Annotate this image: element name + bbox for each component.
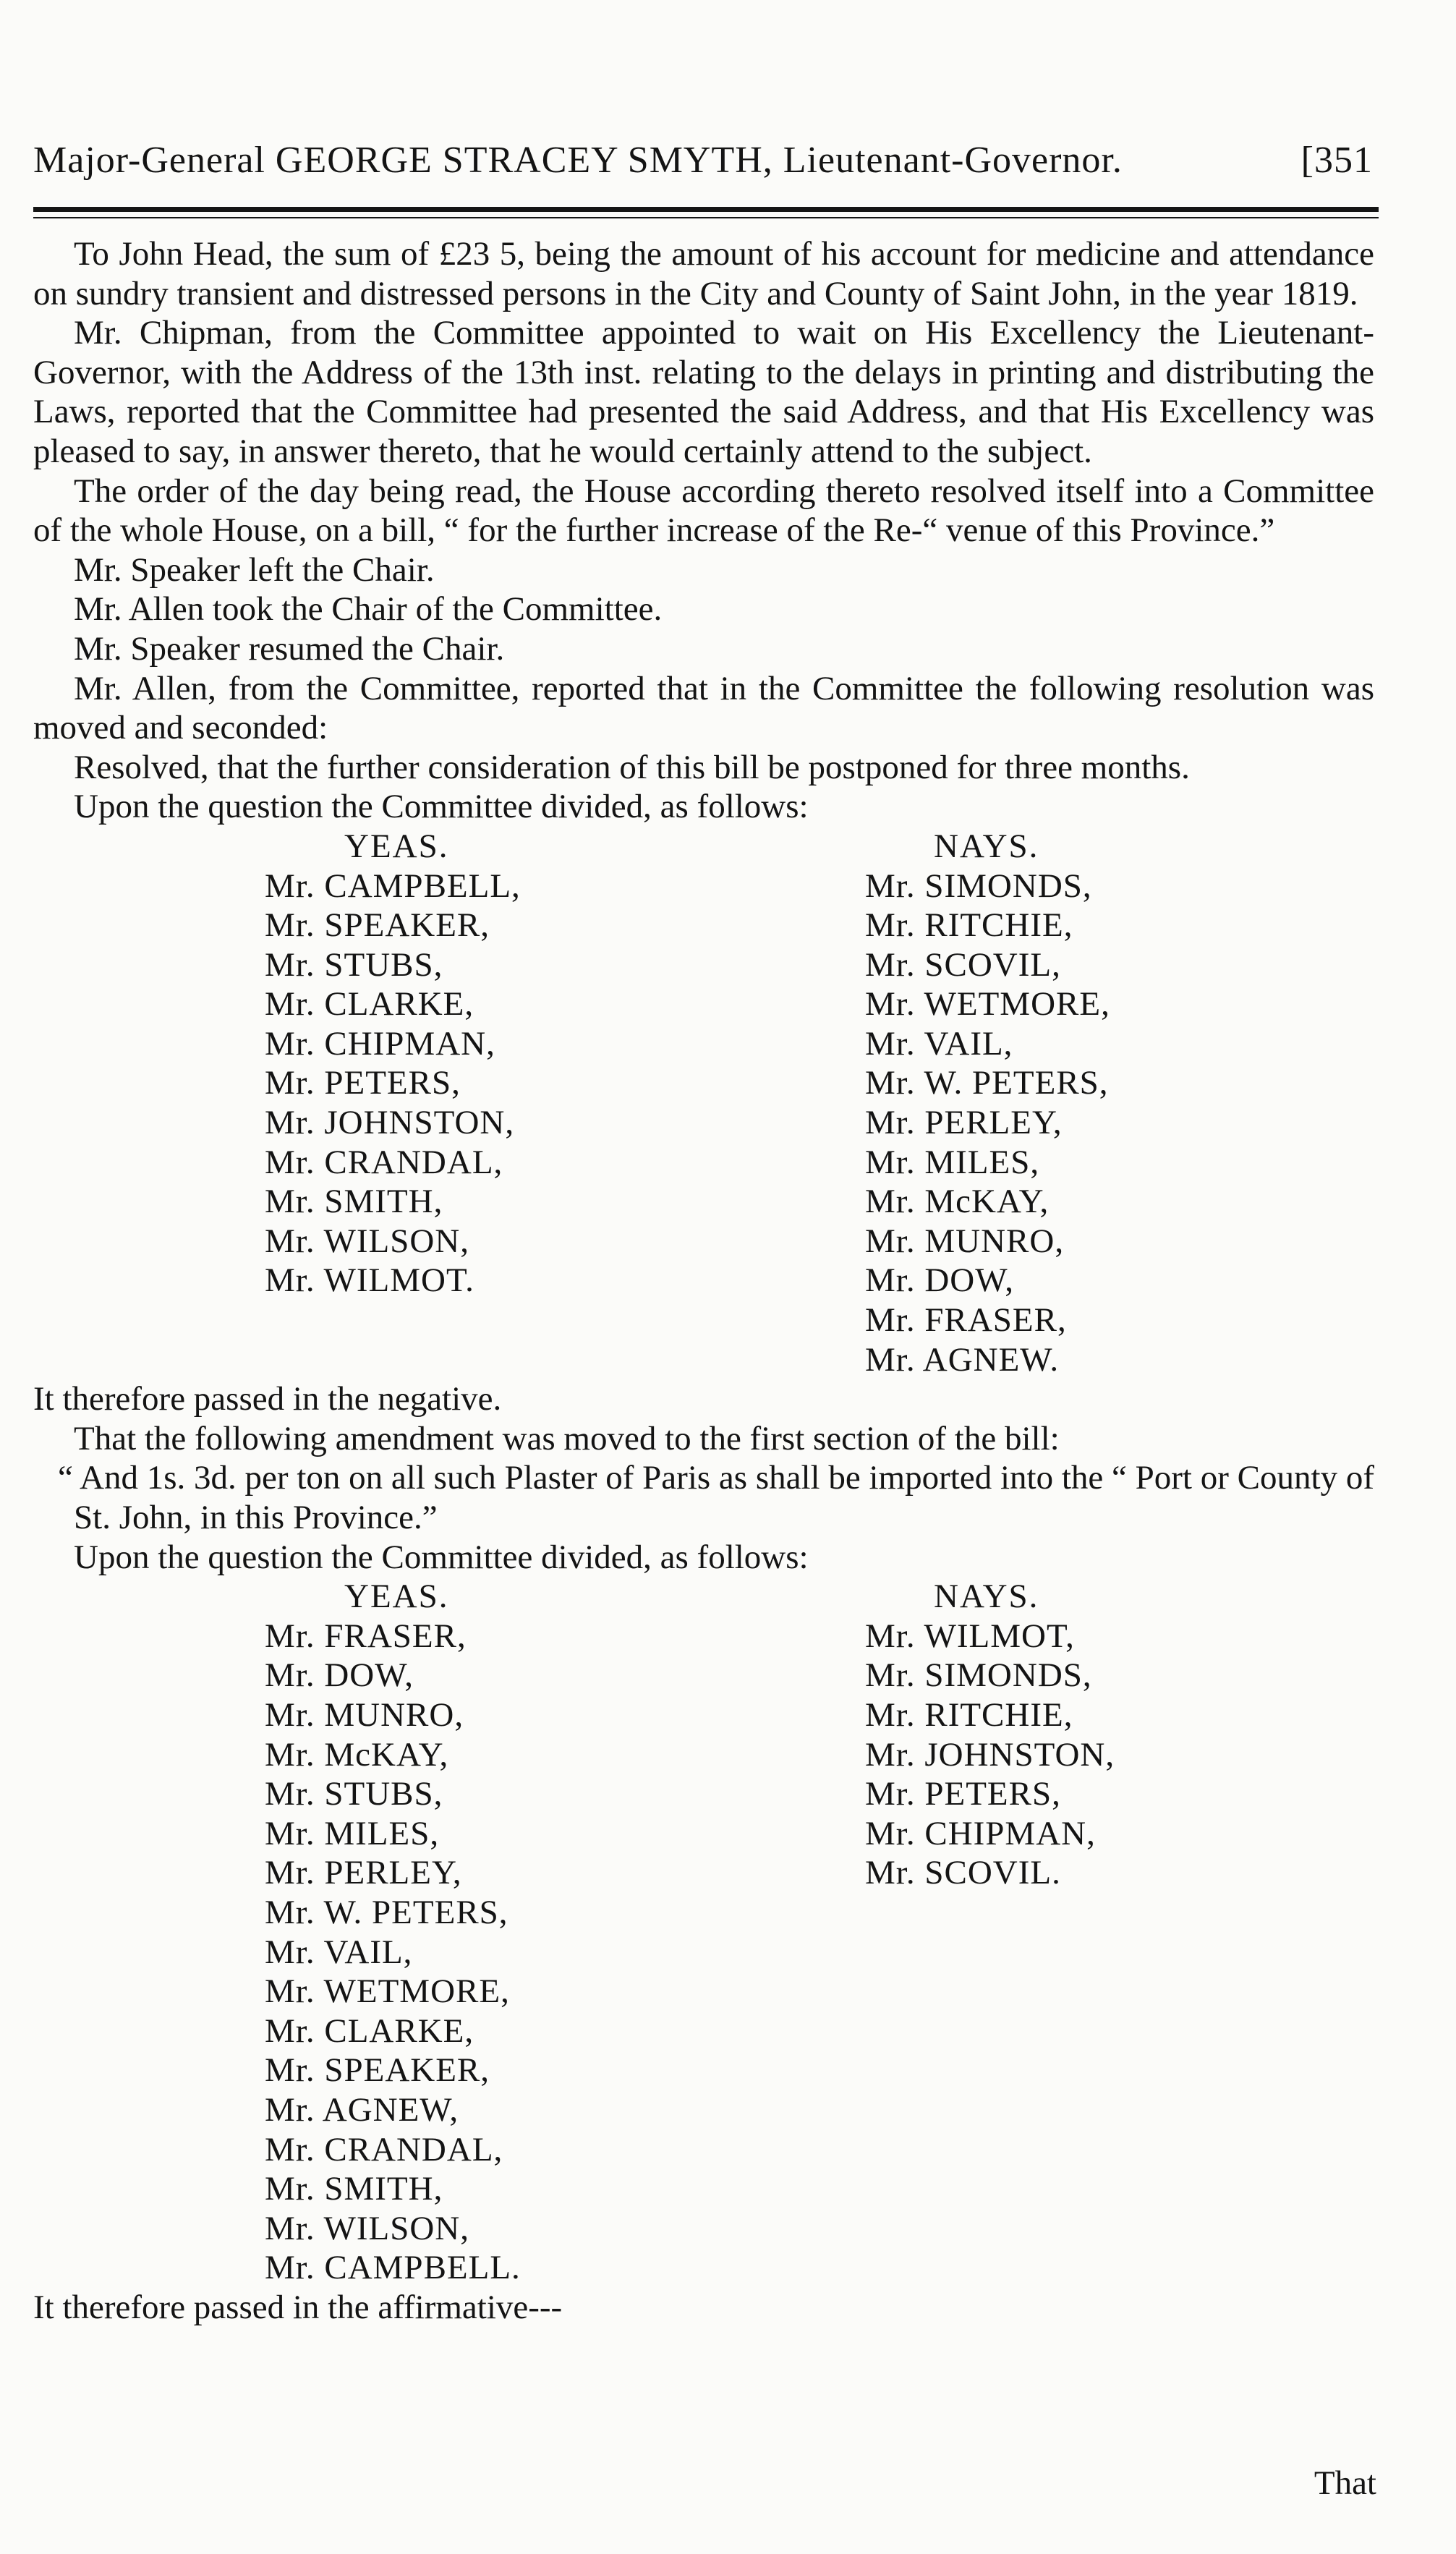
page-number: [351 xyxy=(1300,140,1373,181)
paragraph-affirmative: It therefore passed in the affirmative--- xyxy=(33,2288,563,2326)
list-item: Mr. MUNRO, xyxy=(265,1695,464,1734)
list-item: Mr. FRASER, xyxy=(865,1301,1067,1340)
header-rule-thin xyxy=(33,217,1379,218)
nays-list xyxy=(865,867,1270,1380)
list-item: Mr. SMITH, xyxy=(265,2170,443,2208)
list-item: Mr. McKAY, xyxy=(265,1735,449,1774)
paragraph-amendment-quote: “ And 1s. 3d. per ton on all such Plaster of Paris as shall be imported into the “ Port or County of St. John, in this Province.” xyxy=(58,1459,1374,1536)
list-item: Mr. PERLEY, xyxy=(865,1104,1063,1142)
list-item: Mr. AGNEW. xyxy=(865,1340,1060,1379)
list-item: Mr. SPEAKER, xyxy=(265,2051,490,2090)
catchword: That xyxy=(1314,2464,1376,2502)
list-item: Mr. CLARKE, xyxy=(265,2012,474,2050)
list-item: Mr. PETERS, xyxy=(265,1064,461,1102)
list-item: Mr. JOHNSTON, xyxy=(865,1735,1115,1774)
paragraph-negative: It therefore passed in the negative. xyxy=(33,1380,502,1418)
list-item: Mr. WILMOT. xyxy=(265,1261,474,1300)
list-item: Mr. MUNRO, xyxy=(865,1222,1065,1260)
list-item: Mr. SMITH, xyxy=(265,1183,443,1221)
list-item: Mr. RITCHIE, xyxy=(865,1695,1073,1734)
list-item: Mr. MILES, xyxy=(265,1814,440,1852)
yeas-column-2 xyxy=(265,1577,670,2288)
list-item: Mr. W. PETERS, xyxy=(265,1893,508,1931)
list-item: Mr. RITCHIE, xyxy=(865,906,1073,945)
list-item: Mr. SCOVIL. xyxy=(865,1854,1061,1892)
list-item: Mr. DOW, xyxy=(265,1656,414,1695)
list-item: Mr. CHIPMAN, xyxy=(265,1024,495,1063)
list-item: Mr. VAIL, xyxy=(865,1024,1013,1063)
list-item: Mr. SCOVIL, xyxy=(865,945,1061,984)
nays-list xyxy=(865,1617,1270,1893)
paragraph-order-of-day: The order of the day being read, the House according thereto resolved itself into a Committee of the whole House, on a bill, “ for the further increase of the Re-“ venue of this Province.” xyxy=(33,472,1374,550)
list-item: Mr. STUBS, xyxy=(265,945,443,984)
paragraph-division-1: Upon the question the Committee divided, as follows: xyxy=(74,788,809,826)
list-item: Mr. CRANDAL, xyxy=(265,1143,503,1181)
paragraph-allen-chair: Mr. Allen took the Chair of the Committee. xyxy=(74,590,663,629)
list-item: Mr. FRASER, xyxy=(265,1617,467,1655)
yeas-list xyxy=(265,1617,670,2288)
list-item: Mr. WILSON, xyxy=(265,2209,469,2247)
list-item: Mr. VAIL, xyxy=(265,1933,413,1971)
yeas-heading: YEAS. xyxy=(344,827,449,865)
list-item: Mr. PETERS, xyxy=(865,1775,1061,1813)
header-rule-thick xyxy=(33,207,1379,212)
list-item: Mr. CRANDAL, xyxy=(265,2130,503,2168)
nays-heading: NAYS. xyxy=(934,1578,1039,1616)
paragraph-resolved: Resolved, that the further consideration of this bill be postponed for three months. xyxy=(74,748,1190,786)
nays-column-2 xyxy=(865,1577,1270,2288)
nays-heading: NAYS. xyxy=(934,827,1039,865)
paragraph-john-head: To John Head, the sum of £23 5, being the amount of his account for medicine and attendance on sundry transient and distressed persons in the City and County of Saint John, in the year 1819. xyxy=(33,235,1374,312)
list-item: Mr. W. PETERS, xyxy=(865,1064,1109,1102)
list-item: Mr. SIMONDS, xyxy=(865,867,1092,905)
header-title: Major-General GEORGE STRACEY SMYTH, Lieutenant-Governor. xyxy=(33,140,1123,181)
list-item: Mr. STUBS, xyxy=(265,1775,443,1813)
division-list-1 xyxy=(33,827,1374,1379)
list-item: Mr. McKAY, xyxy=(865,1183,1050,1221)
list-item: Mr. MILES, xyxy=(865,1143,1040,1181)
list-item: Mr. CAMPBELL, xyxy=(265,867,521,905)
list-item: Mr. CLARKE, xyxy=(265,985,474,1023)
yeas-heading: YEAS. xyxy=(344,1578,449,1616)
list-item: Mr. AGNEW, xyxy=(265,2090,459,2129)
list-item: Mr. SPEAKER, xyxy=(265,906,490,945)
list-item: Mr. DOW, xyxy=(865,1261,1015,1300)
list-item: Mr. SIMONDS, xyxy=(865,1656,1092,1695)
paragraph-division-2: Upon the question the Committee divided, as follows: xyxy=(74,1538,809,1576)
list-item: Mr. WILMOT, xyxy=(865,1617,1075,1655)
division-list-2 xyxy=(33,1577,1374,2288)
list-item: Mr. CHIPMAN, xyxy=(865,1814,1096,1852)
yeas-column-1 xyxy=(265,827,670,1379)
running-header xyxy=(33,135,1373,187)
paragraph-allen-report: Mr. Allen, from the Committee, reported that in the Committee the following resolution was moved and seconded: xyxy=(33,669,1374,747)
paragraph-amendment: That the following amendment was moved to the first section of the bill: xyxy=(74,1419,1060,1457)
paragraph-speaker-resumed: Mr. Speaker resumed the Chair. xyxy=(74,629,505,668)
paragraph-speaker-left: Mr. Speaker left the Chair. xyxy=(74,550,435,589)
yeas-list xyxy=(265,867,670,1301)
list-item: Mr. WETMORE, xyxy=(265,1972,510,2011)
list-item: Mr. PERLEY, xyxy=(265,1854,462,1892)
list-item: Mr. WILSON, xyxy=(265,1222,469,1260)
paragraph-chipman-report: Mr. Chipman, from the Committee appointed to wait on His Excellency the Lieutenant-Governor, with the Address of the 13th inst. relating to the delays in printing and distributing the Laws, reported that the Committee had presented the said Address, and that His Excellency was pleased to say, in answer thereto, that he would certainly attend to the subject. xyxy=(33,314,1374,470)
list-item: Mr. CAMPBELL. xyxy=(265,2249,521,2287)
list-item: Mr. WETMORE, xyxy=(865,985,1110,1023)
page-body xyxy=(33,234,1374,2327)
nays-column-1 xyxy=(865,827,1270,1379)
list-item: Mr. JOHNSTON, xyxy=(265,1104,515,1142)
